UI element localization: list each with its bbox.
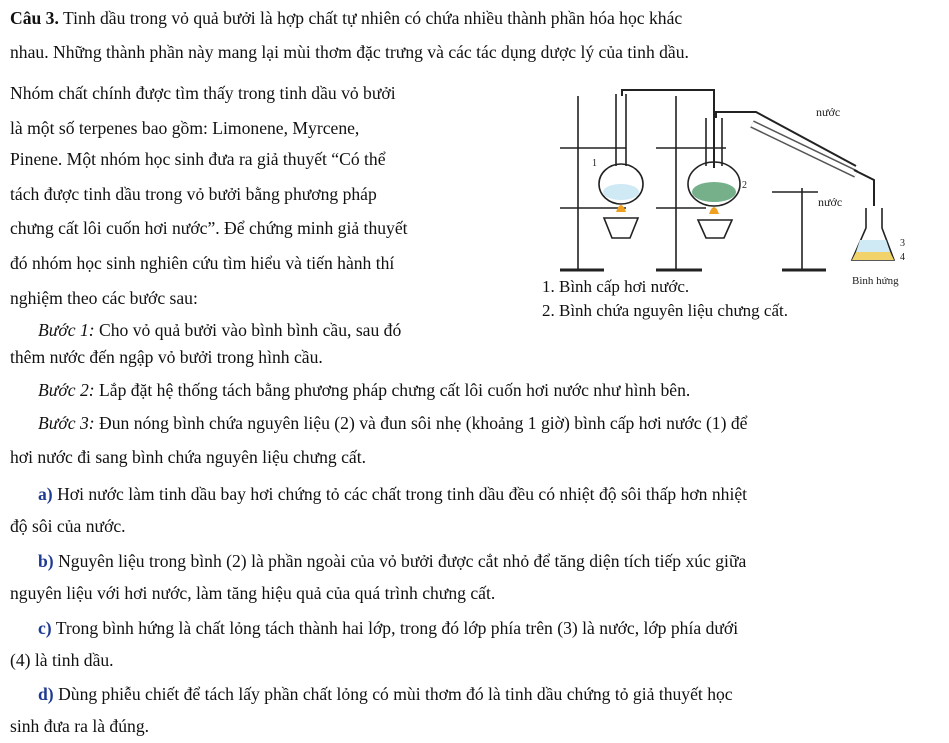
- intro-line-6: tách được tinh dầu trong vỏ bưởi bằng phương pháp: [10, 184, 377, 204]
- statement-b-line-2: nguyên liệu với hơi nước, làm tăng hiệu quả của quá trình chưng cất.: [10, 583, 496, 603]
- step3-text-1: Đun nóng bình chứa nguyên liệu (2) và đun sôi nhẹ (khoảng 1 giờ) bình cấp hơi nước (1) để: [99, 413, 748, 433]
- question-line-1: [10, 6, 682, 30]
- statement-d-label: d): [38, 684, 54, 704]
- label-3: 3: [900, 238, 905, 249]
- statement-c-line-2: (4) là tinh dầu.: [10, 650, 114, 670]
- water-out-label: nước: [818, 195, 843, 209]
- intro-line-3: Nhóm chất chính được tìm thấy trong tinh dầu vỏ bưởi: [10, 83, 396, 103]
- step1-text-1: Cho vỏ quả bưởi vào bình bình cầu, sau đó: [99, 320, 402, 340]
- step1-label: Bước 1:: [38, 320, 95, 340]
- step2-line: [38, 378, 690, 402]
- step1-line-1: [38, 318, 401, 342]
- intro-line-9: nghiệm theo các bước sau:: [10, 288, 198, 308]
- statement-b-label: b): [38, 551, 54, 571]
- statement-b-text-1: Nguyên liệu trong bình (2) là phần ngoài của vỏ bưởi được cắt nhỏ để tăng diện tích tiếp xúc giữa: [58, 551, 747, 571]
- condenser-inner: [752, 124, 856, 174]
- step2-text: Lắp đặt hệ thống tách bằng phương pháp chưng cất lôi cuốn hơi nước như hình bên.: [99, 380, 691, 400]
- statement-a-line-2: độ sôi của nước.: [10, 516, 126, 536]
- label-4: 4: [900, 252, 905, 263]
- step3-label: Bước 3:: [38, 413, 95, 433]
- intro-line-4: là một số terpenes bao gồm: Limonene, Myrcene,: [10, 118, 360, 138]
- statement-c-text-1: Trong bình hứng là chất lỏng tách thành hai lớp, trong đó lớp phía trên (3) là nước, lớp phía dưới: [55, 618, 739, 638]
- question-label: Câu 3.: [10, 8, 59, 28]
- flame-icon-2: [709, 207, 719, 214]
- flask1-water: [603, 184, 639, 200]
- burner-2: [698, 220, 732, 238]
- statement-d-text-1: Dùng phiễu chiết để tách lấy phần chất lỏng có mùi thơm đó là tinh dầu chứng tỏ giả thuyết học: [58, 684, 733, 704]
- intro-line-8: đó nhóm học sinh nghiên cứu tìm hiểu và tiến hành thí: [10, 253, 395, 273]
- intro-line-2: nhau. Những thành phần này mang lại mùi thơm đặc trưng và các tác dụng dược lý của tinh dầu.: [10, 42, 689, 62]
- intro-text-1: Tinh dầu trong vỏ quả bưởi là hợp chất tự nhiên có chứa nhiều thành phần hóa học khác: [62, 8, 683, 28]
- statement-a-label: a): [38, 484, 53, 504]
- step3-line-2: hơi nước đi sang bình chứa nguyên liệu chưng cất.: [10, 447, 366, 467]
- figure-caption-1: 1. Bình cấp hơi nước.: [542, 277, 690, 296]
- statement-c-line-1: [38, 616, 738, 640]
- receiver-label: Bình hứng: [852, 275, 899, 287]
- intro-line-5: Pinene. Một nhóm học sinh đưa ra giả thuyết “Có thể: [10, 149, 386, 169]
- steam-tube: [622, 90, 714, 168]
- outlet-tube: [854, 170, 874, 206]
- label-1: 1: [592, 158, 597, 169]
- receiver-oil-layer: [852, 252, 894, 260]
- label-2: 2: [742, 180, 747, 191]
- intro-line-7: chưng cất lôi cuốn hơi nước”. Để chứng minh giả thuyết: [10, 218, 408, 238]
- step3-line-1: [38, 411, 747, 435]
- statement-a-text-1: Hơi nước làm tinh dầu bay hơi chứng tỏ các chất trong tinh dầu đều có nhiệt độ sôi thấp hơn nhiệt: [57, 484, 748, 504]
- burner-1: [604, 218, 638, 238]
- distillation-apparatus-figure: [556, 88, 946, 298]
- statement-a-line-1: [38, 482, 747, 506]
- figure-caption-2: 2. Bình chứa nguyên liệu chưng cất.: [542, 301, 788, 320]
- water-in-label: nước: [816, 105, 841, 119]
- flask1-neck: [616, 94, 626, 166]
- statement-c-label: c): [38, 618, 52, 638]
- statement-d-line-2: sinh đưa ra là đúng.: [10, 716, 150, 736]
- receiver-water-layer: [856, 240, 890, 252]
- statement-b-line-1: [38, 549, 746, 573]
- flame-icon-1: [616, 205, 626, 212]
- flask2-material: [692, 182, 736, 202]
- statement-d-line-1: [38, 682, 733, 706]
- step2-label: Bước 2:: [38, 380, 95, 400]
- step1-line-2: thêm nước đến ngập vỏ bưởi trong hình cầu.: [10, 347, 323, 367]
